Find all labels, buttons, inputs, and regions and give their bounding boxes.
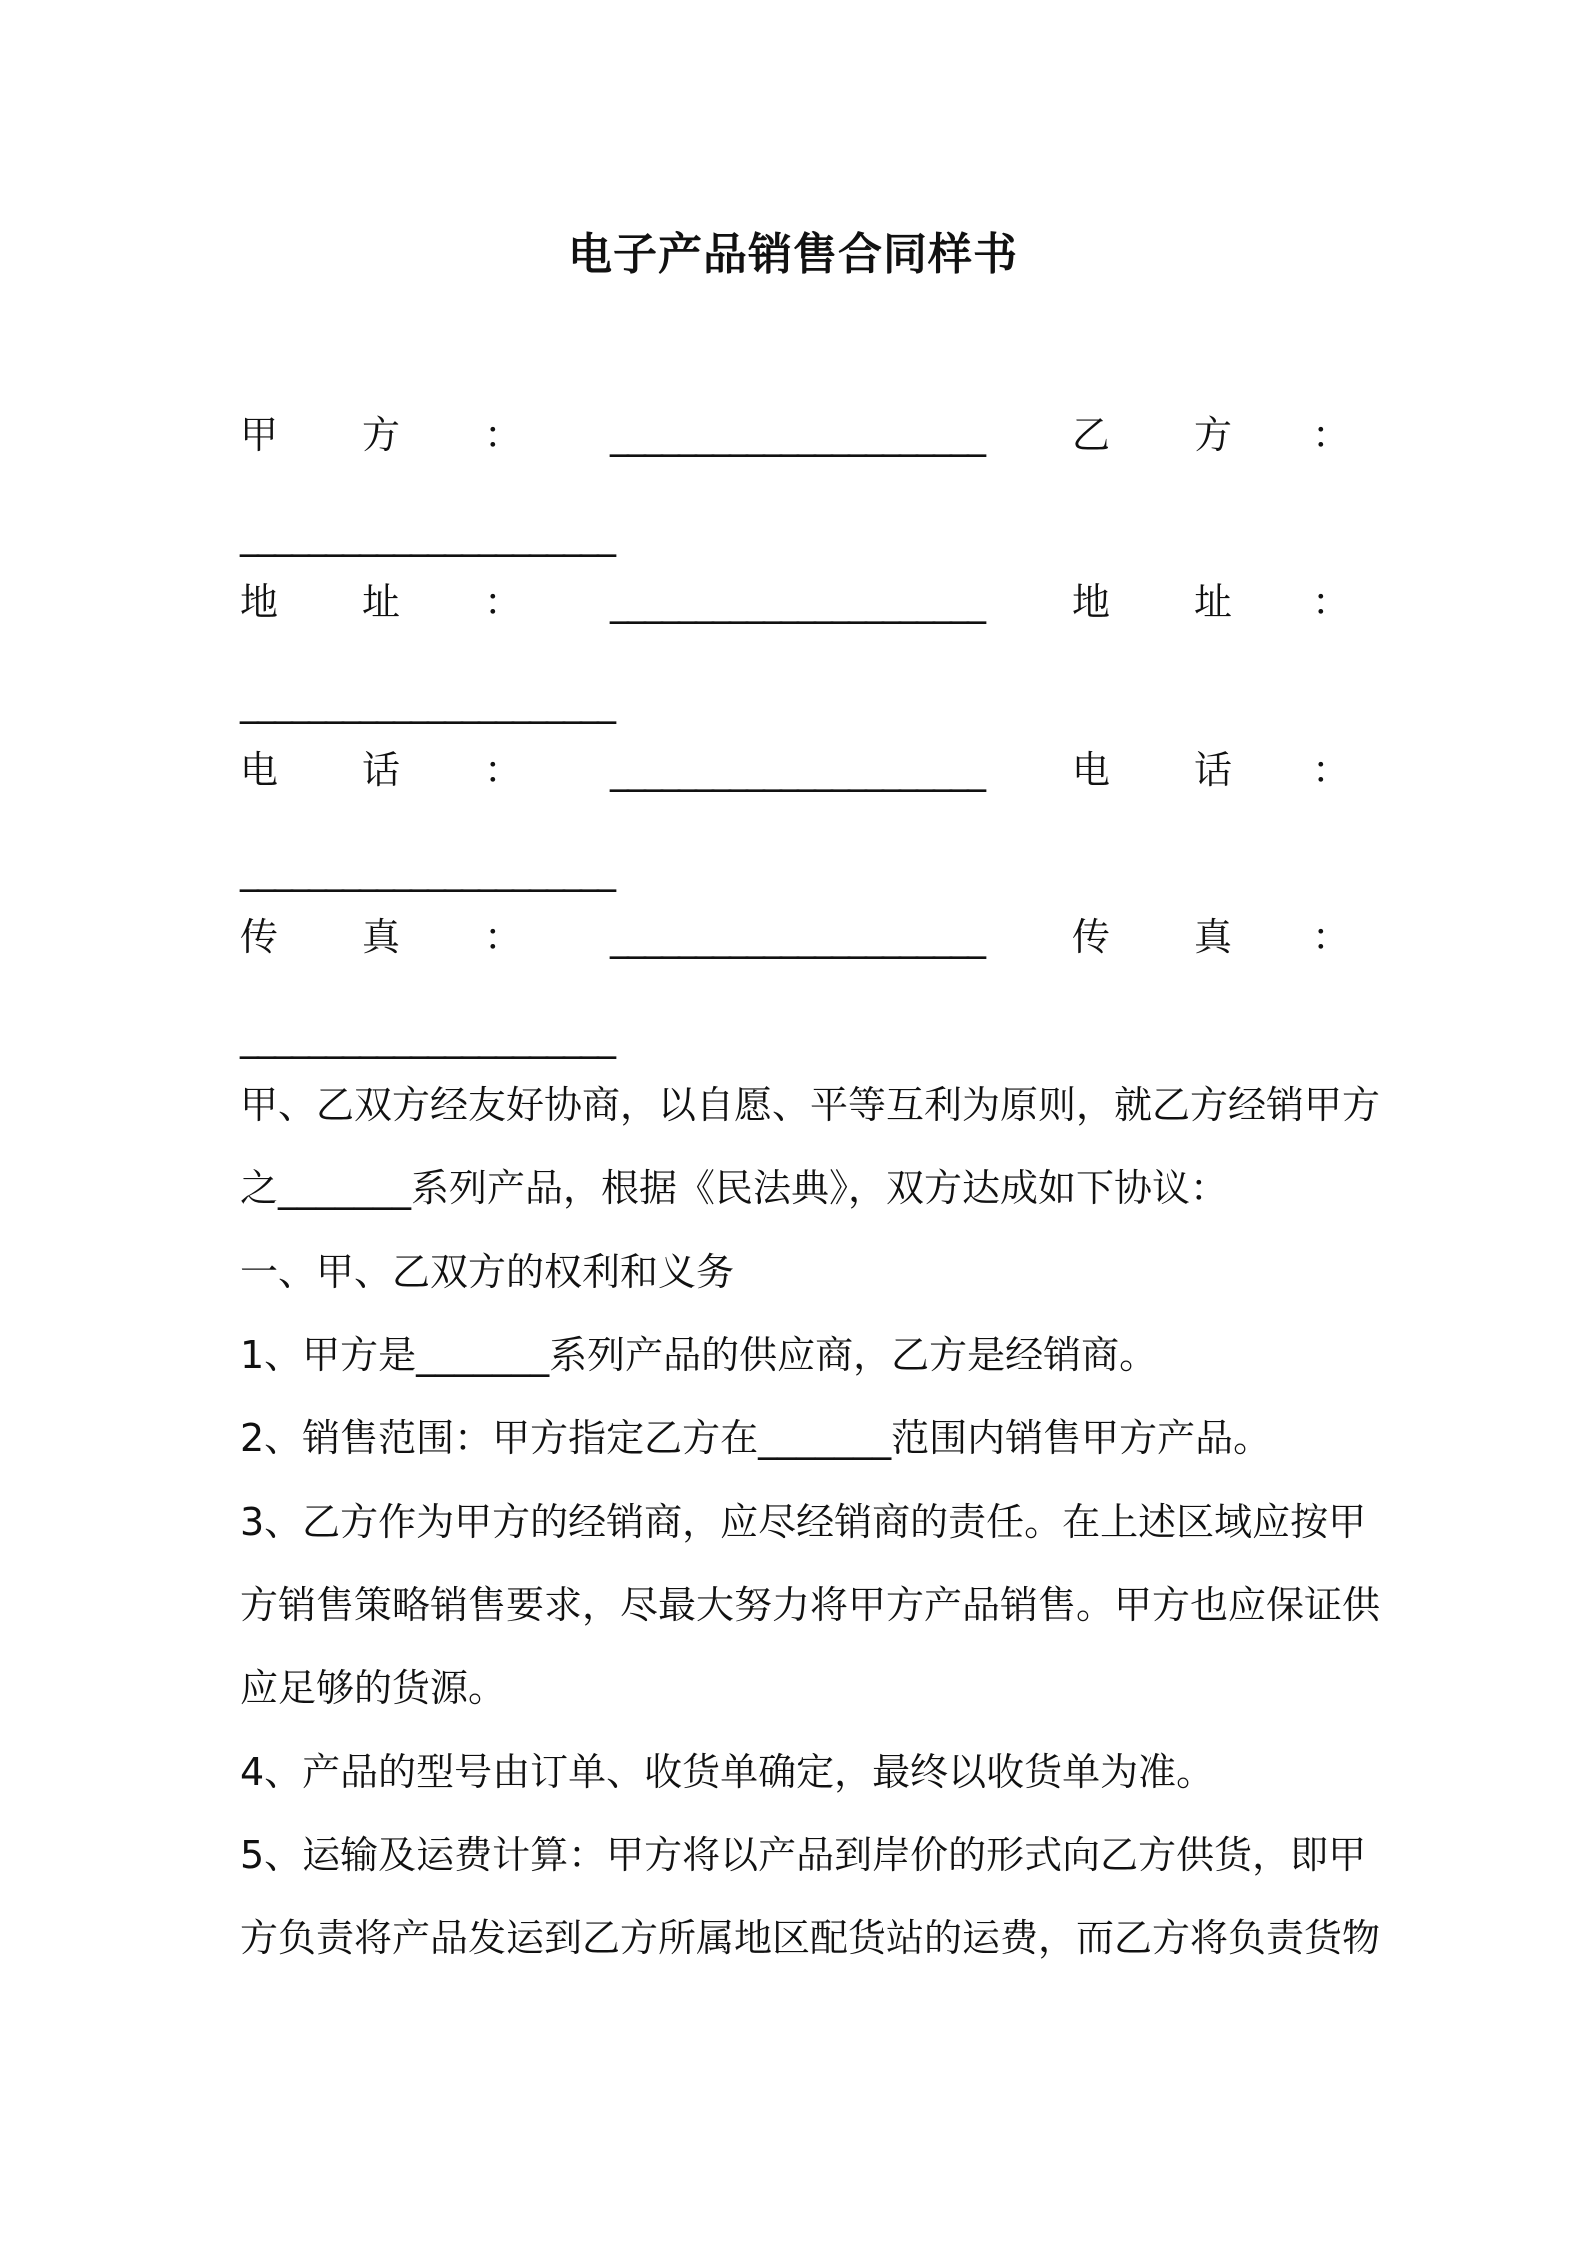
party-a-address-char-1: 地 xyxy=(240,580,279,624)
clause-5-line-1: 5、运输及运费计算：甲方将以产品到岸价的形式向乙方供货，即甲 xyxy=(240,1833,1367,1877)
party-row-address xyxy=(240,577,1350,627)
party-a-fax-blank: ______________________ xyxy=(610,915,984,959)
party-b-phone-colon: ： xyxy=(1312,748,1351,792)
party-a-address-colon: ： xyxy=(484,580,523,624)
clause-3-line-2: 方销售策略销售要求，尽最大努力将甲方产品销售。甲方也应保证供 xyxy=(240,1583,1381,1627)
clause-1: 1、甲方是_______系列产品的供应商，乙方是经销商。 xyxy=(240,1333,1158,1377)
party-b-address-colon: ： xyxy=(1312,580,1351,624)
party-b-label-char-1: 乙 xyxy=(1072,413,1111,457)
party-b-fax-char-1: 传 xyxy=(1072,915,1111,959)
clause-5-line-2: 方负责将产品发运到乙方所属地区配货站的运费，而乙方将负责货物 xyxy=(240,1916,1381,1960)
party-a-colon: ： xyxy=(484,413,523,457)
party-row-phone xyxy=(240,745,1350,795)
party-a-fax-colon: ： xyxy=(484,915,523,959)
party-a-name-blank: ______________________ xyxy=(610,413,984,457)
party-b-address-blank: ______________________ xyxy=(240,680,614,724)
party-b-phone-char-2: 话 xyxy=(1194,748,1233,792)
party-a-fax-char-1: 传 xyxy=(240,915,279,959)
party-b-address-char-2: 址 xyxy=(1194,580,1233,624)
clause-3-line-3: 应足够的货源。 xyxy=(240,1666,507,1710)
party-b-label-char-2: 方 xyxy=(1194,413,1233,457)
party-b-address-char-1: 地 xyxy=(1072,580,1111,624)
party-b-name-blank: ______________________ xyxy=(240,513,614,557)
party-a-label-char-1: 甲 xyxy=(240,413,279,457)
party-row-name xyxy=(240,410,1350,460)
party-b-fax-char-2: 真 xyxy=(1194,915,1233,959)
intro-line-1: 甲、乙双方经友好协商，以自愿、平等互利为原则，就乙方经销甲方 xyxy=(240,1083,1381,1127)
party-a-label-char-2: 方 xyxy=(362,413,401,457)
document-title: 电子产品销售合同样书 xyxy=(568,229,1018,280)
party-a-phone-colon: ： xyxy=(484,748,523,792)
party-b-fax-blank: ______________________ xyxy=(240,1015,614,1059)
section-heading-1: 一、甲、乙双方的权利和义务 xyxy=(240,1250,735,1294)
party-b-colon: ： xyxy=(1312,413,1351,457)
party-a-address-blank: ______________________ xyxy=(610,580,984,624)
clause-2: 2、销售范围：甲方指定乙方在_______范围内销售甲方产品。 xyxy=(240,1416,1272,1460)
intro-line-2: 之_______系列产品，根据《民法典》，双方达成如下协议： xyxy=(240,1166,1229,1210)
party-b-phone-char-1: 电 xyxy=(1072,748,1111,792)
party-row-fax xyxy=(240,912,1350,962)
party-a-phone-blank: ______________________ xyxy=(610,748,984,792)
party-a-phone-char-2: 话 xyxy=(362,748,401,792)
party-b-fax-colon: ： xyxy=(1312,915,1351,959)
clause-3-line-1: 3、乙方作为甲方的经销商，应尽经销商的责任。在上述区域应按甲 xyxy=(240,1500,1367,1544)
party-a-phone-char-1: 电 xyxy=(240,748,279,792)
party-b-phone-blank: ______________________ xyxy=(240,848,614,892)
party-a-address-char-2: 址 xyxy=(362,580,401,624)
party-a-fax-char-2: 真 xyxy=(362,915,401,959)
clause-4: 4、产品的型号由订单、收货单确定，最终以收货单为准。 xyxy=(240,1750,1215,1794)
